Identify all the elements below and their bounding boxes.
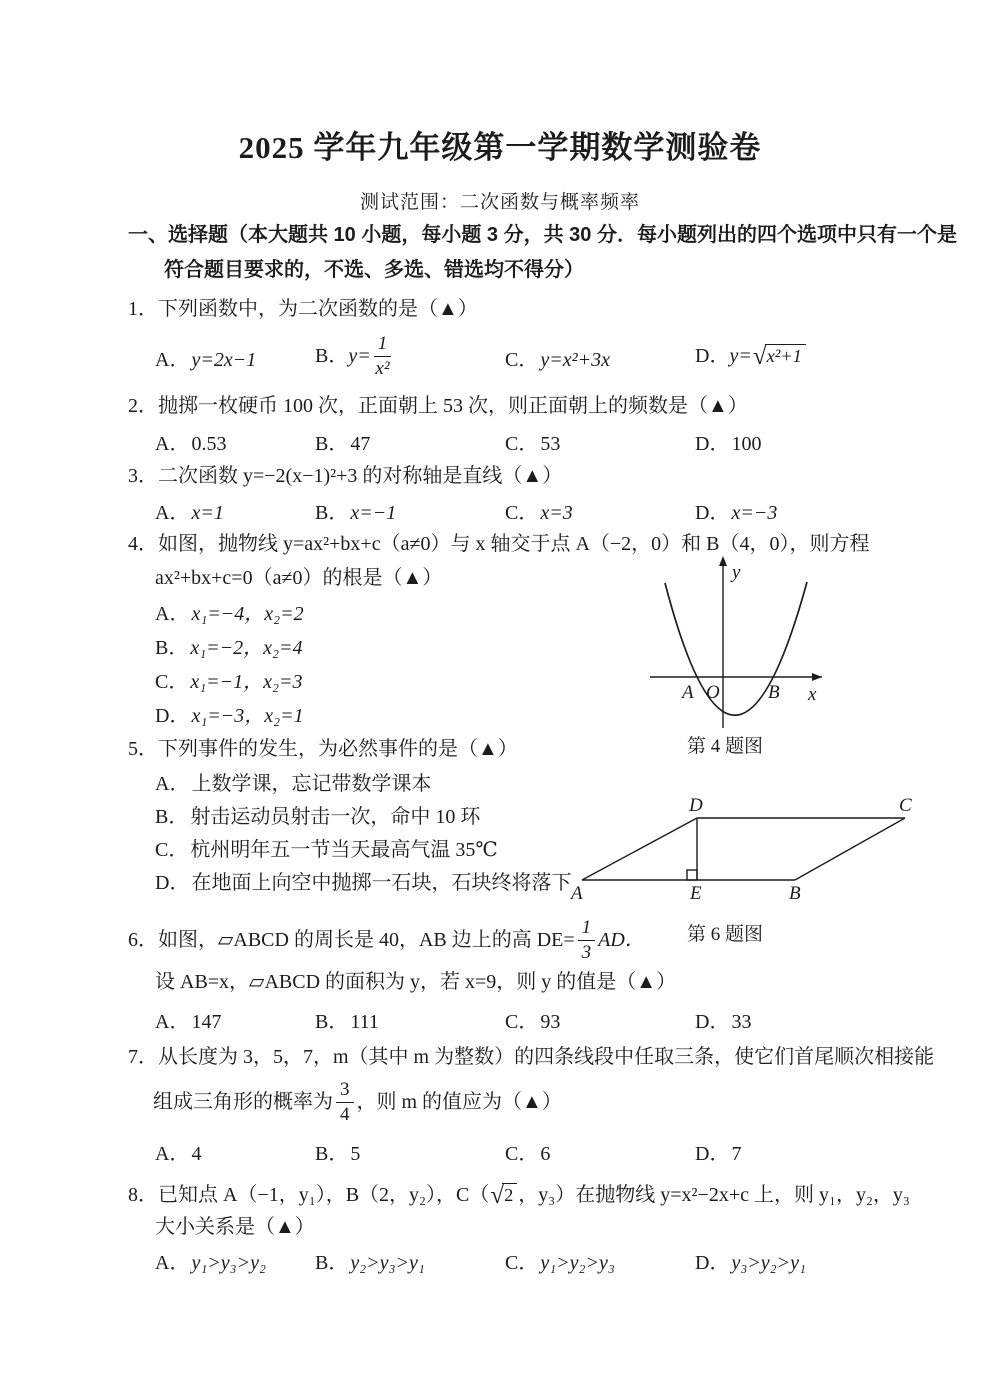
option-text: x=−1 xyxy=(350,502,397,524)
page-title: 2025 学年九年级第一学期数学测验卷 xyxy=(238,130,762,165)
question-3-option-c xyxy=(505,499,573,527)
point-b-label: B xyxy=(768,682,780,703)
question-6-option-a xyxy=(155,1008,221,1036)
option-label: D． xyxy=(695,345,730,367)
fraction-denominator: x² xyxy=(375,357,390,379)
option-label: D． xyxy=(695,433,730,455)
option-math-pre: y= xyxy=(348,345,371,367)
question-8-stem-line1 xyxy=(128,1178,910,1212)
option-text: 53 xyxy=(540,433,561,455)
option-text: 上数学课，忘记带数学课本 xyxy=(191,773,432,795)
vertex-a-label: A xyxy=(571,883,583,904)
figure-4-caption: 第 4 题图 xyxy=(686,736,763,757)
option-text: x=1 xyxy=(191,502,224,524)
side-ad xyxy=(582,818,697,880)
vertex-d-label: D xyxy=(689,795,703,816)
figure-4-parabola xyxy=(640,550,840,735)
question-6-stem-line1 xyxy=(128,912,645,968)
fraction-denominator: 4 xyxy=(340,1103,350,1125)
option-text: y=x²+3x xyxy=(540,349,610,371)
point-e-label: E xyxy=(690,883,702,904)
question-8-option-d xyxy=(695,1249,806,1277)
stem-text-pre: 8．已知点 A（−1，y₁），B（2，y₂），C（ xyxy=(128,1184,490,1206)
option-label: C． xyxy=(155,671,189,693)
question-7-stem-line1: 7．从长度为 3，5，7，m（其中 m 为整数）的四条线段中任取三条，使它们首尾顺次相接能 xyxy=(128,1046,935,1068)
question-1-option-a xyxy=(155,346,256,374)
radical-sign: √ xyxy=(752,342,767,370)
option-label: B． xyxy=(155,637,189,659)
stem-text-pre: 6．如图，▱ABCD 的周长是 40，AB 边上的高 DE= xyxy=(128,929,575,951)
option-label: A． xyxy=(155,433,190,455)
option-label: A． xyxy=(155,603,190,625)
exam-scope-subtitle: 测试范围：二次函数与概率频率 xyxy=(359,192,640,213)
option-label: C． xyxy=(505,433,539,455)
option-math-pre: y= xyxy=(729,345,752,367)
option-label: D． xyxy=(155,872,190,894)
fraction-numerator: 1 xyxy=(578,917,596,941)
y-axis-arrowhead xyxy=(719,556,727,566)
radicand: 2 xyxy=(502,1183,517,1206)
option-label: A． xyxy=(155,1252,190,1274)
question-3-option-d xyxy=(695,499,777,527)
question-6-stem-line2: 设 AB=x，▱ABCD 的面积为 y，若 x=9，则 y 的值是（▲） xyxy=(155,971,677,993)
option-label: C． xyxy=(505,502,539,524)
question-7-option-c xyxy=(505,1140,550,1168)
option-text: y₃>y₂>y₁ xyxy=(731,1252,806,1274)
option-label: C． xyxy=(505,1011,539,1033)
option-label: C． xyxy=(155,839,189,861)
square-root xyxy=(490,1183,517,1208)
option-label: C． xyxy=(505,349,539,371)
question-2-option-d xyxy=(695,430,761,458)
side-cb xyxy=(795,818,905,880)
question-5-option-a xyxy=(155,770,431,798)
stem-text-pre: 组成三角形的概率为 xyxy=(153,1091,333,1113)
question-8-option-a xyxy=(155,1249,266,1277)
option-label: B． xyxy=(315,345,349,367)
option-text: y₁>y₃>y₂ xyxy=(191,1252,266,1274)
stem-text-post: AD． xyxy=(598,929,645,951)
option-label: A． xyxy=(155,349,190,371)
point-a-label: A xyxy=(682,682,694,703)
fraction-numerator: 1 xyxy=(374,333,392,357)
question-8-option-b xyxy=(315,1249,425,1277)
option-label: D． xyxy=(695,1252,730,1274)
option-text: x₁=−2，x₂=4 xyxy=(190,637,303,659)
option-label: B． xyxy=(315,1011,349,1033)
question-6-option-c xyxy=(505,1008,560,1036)
option-text: 5 xyxy=(350,1143,361,1165)
option-text: x=−3 xyxy=(731,502,778,524)
origin-label: O xyxy=(706,682,720,703)
option-text: 在地面上向空中抛掷一石块，石块终将落下 xyxy=(191,872,572,894)
question-4-stem-line1: 4．如图，抛物线 y=ax²+bx+c（a≠0）与 x 轴交于点 A（−2，0）和 B（4，0），则方程 xyxy=(128,533,870,555)
question-3-stem: 3．二次函数 y=−2(x−1)²+3 的对称轴是直线（▲） xyxy=(128,465,563,487)
figure-6-parallelogram xyxy=(565,795,920,905)
question-1-option-c xyxy=(505,346,610,374)
x-axis-label: x xyxy=(808,684,817,705)
question-5-stem: 5．下列事件的发生，为必然事件的是（▲） xyxy=(128,738,518,760)
stem-text-post: ，则 m 的值应为（▲） xyxy=(356,1091,562,1113)
option-label: A． xyxy=(155,1011,190,1033)
figure-6-caption: 第 6 题图 xyxy=(686,924,763,945)
fraction xyxy=(578,917,596,964)
option-text: x₁=−1，x₂=3 xyxy=(190,671,303,693)
question-5-option-d xyxy=(155,869,571,897)
question-3-option-b xyxy=(315,499,396,527)
fraction-numerator: 3 xyxy=(336,1079,354,1103)
option-text: 7 xyxy=(731,1143,742,1165)
option-label: D． xyxy=(695,1011,730,1033)
question-2-option-a xyxy=(155,430,226,458)
question-1-option-d xyxy=(695,340,807,372)
question-7-option-b xyxy=(315,1140,360,1168)
fraction-denominator: 3 xyxy=(581,941,592,963)
section-heading-line1: 一、选择题（本大题共 10 小题，每小题 3 分，共 30 分．每小题列出的四个选项中只有一个是 xyxy=(128,224,957,246)
option-label: C． xyxy=(505,1143,539,1165)
option-text: 147 xyxy=(191,1011,222,1033)
option-text: 93 xyxy=(540,1011,561,1033)
option-text: 杭州明年五一节当天最高气温 35℃ xyxy=(190,839,498,861)
option-label: A． xyxy=(155,773,190,795)
option-label: B． xyxy=(315,1143,349,1165)
option-label: B． xyxy=(315,1252,349,1274)
fraction xyxy=(374,333,392,380)
option-label: B． xyxy=(155,806,189,828)
option-text: 射击运动员射击一次，命中 10 环 xyxy=(190,806,481,828)
y-axis-label: y xyxy=(732,562,741,583)
option-text: x=3 xyxy=(540,502,573,524)
option-text: y₂>y₃>y₁ xyxy=(350,1252,425,1274)
option-text: x₁=−3，x₂=1 xyxy=(191,705,304,727)
question-8-stem-line2: 大小关系是（▲） xyxy=(155,1216,315,1238)
question-2-option-c xyxy=(505,430,560,458)
option-label: C． xyxy=(505,1252,539,1274)
option-label: D． xyxy=(695,502,730,524)
option-text: 4 xyxy=(191,1143,202,1165)
question-4-option-b xyxy=(155,634,303,662)
option-label: D． xyxy=(695,1143,730,1165)
vertex-b-label: B xyxy=(789,883,801,904)
question-5-option-c xyxy=(155,836,498,864)
question-7-stem-line2 xyxy=(153,1074,562,1130)
stem-text-post: ，y₃）在抛物线 y=x²−2x+c 上，则 y₁，y₂，y₃ xyxy=(518,1184,910,1206)
question-8-option-c xyxy=(505,1249,615,1277)
radical-sign: √ xyxy=(490,1181,505,1209)
right-angle-mark xyxy=(687,870,697,880)
option-text: x₁=−4，x₂=2 xyxy=(191,603,304,625)
section-heading-line2: 符合题目要求的，不选、多选、错选均不得分） xyxy=(164,259,584,281)
option-label: A． xyxy=(155,1143,190,1165)
question-6-option-d xyxy=(695,1008,751,1036)
vertex-c-label: C xyxy=(899,795,912,816)
question-2-option-b xyxy=(315,430,370,458)
option-text: y=2x−1 xyxy=(191,349,257,371)
question-6-option-b xyxy=(315,1008,379,1036)
question-4-option-a xyxy=(155,600,304,628)
question-7-option-a xyxy=(155,1140,201,1168)
question-1-option-b xyxy=(315,326,394,386)
option-label: B． xyxy=(315,502,349,524)
question-7-option-d xyxy=(695,1140,741,1168)
radicand: x²+1 xyxy=(765,344,806,367)
option-text: 47 xyxy=(350,433,371,455)
question-5-option-b xyxy=(155,803,480,831)
option-text: 100 xyxy=(731,433,762,455)
question-2-stem: 2．抛掷一枚硬币 100 次，正面朝上 53 次，则正面朝上的频数是（▲） xyxy=(128,395,748,417)
question-4-option-c xyxy=(155,668,303,696)
option-label: D． xyxy=(155,705,190,727)
option-text: 33 xyxy=(731,1011,752,1033)
square-root xyxy=(753,344,806,369)
option-text: y₁>y₂>y₃ xyxy=(540,1252,615,1274)
question-4-option-d xyxy=(155,702,304,730)
question-4-stem-line2: ax²+bx+c=0（a≠0）的根是（▲） xyxy=(155,567,443,589)
option-label: B． xyxy=(315,433,349,455)
fraction xyxy=(336,1079,354,1126)
question-1-stem: 1．下列函数中，为二次函数的是（▲） xyxy=(128,298,478,320)
option-text: 0.53 xyxy=(191,433,227,455)
x-axis-arrowhead xyxy=(812,673,822,681)
question-3-option-a xyxy=(155,499,224,527)
option-label: A． xyxy=(155,502,190,524)
option-text: 111 xyxy=(350,1011,379,1033)
option-text: 6 xyxy=(540,1143,551,1165)
